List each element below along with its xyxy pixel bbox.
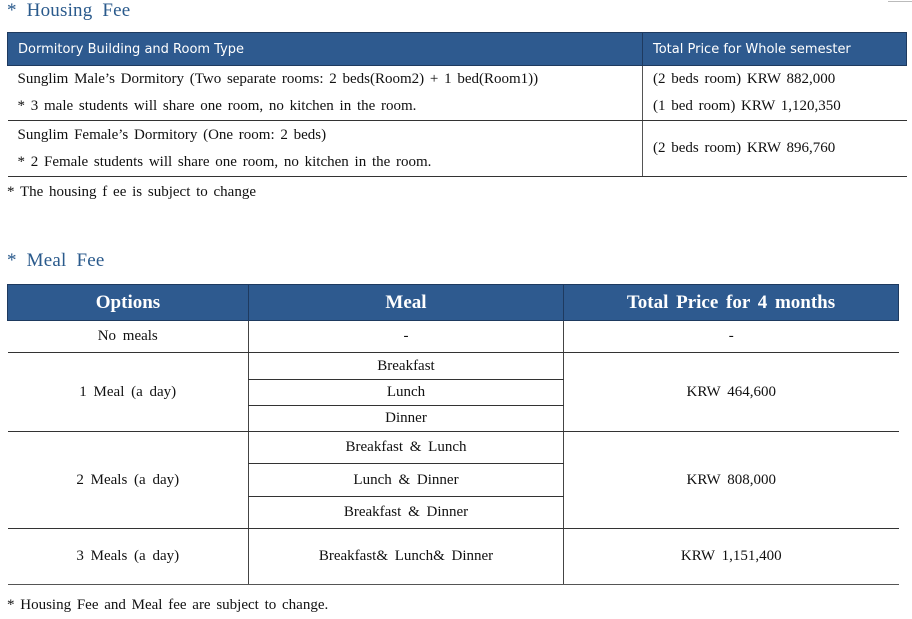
female-2bed-price: (2 beds room) KRW 896,760 <box>653 140 836 156</box>
housing-fee-note: * The housing f ee is subject to change <box>7 184 256 200</box>
table-row <box>8 121 907 177</box>
header-total-price: Total Price for Whole semester <box>643 33 907 66</box>
table-row <box>8 529 899 585</box>
meal-dinner: Dinner <box>249 406 564 432</box>
table-row <box>8 432 899 464</box>
female-dormitory-cell <box>8 121 643 177</box>
meal-breakfast-lunch: Breakfast & Lunch <box>249 432 564 464</box>
fee-change-note: * Housing Fee and Meal fee are subject to change. <box>7 597 329 613</box>
header-total-price-4-months: Total Price for 4 months <box>564 285 899 321</box>
header-room-type: Dormitory Building and Room Type <box>8 33 643 66</box>
table-header-row <box>8 33 907 66</box>
table-row <box>8 66 907 121</box>
female-dormitory-note: * 2 Female students will share one room, no kitchen in the room. <box>17 153 432 170</box>
housing-fee-title: * Housing Fee <box>7 0 131 21</box>
header-meal: Meal <box>249 285 564 321</box>
meal-lunch-dinner: Lunch & Dinner <box>249 464 564 497</box>
meal-fee-table <box>7 284 899 585</box>
male-2bed-price: (2 beds room) KRW 882,000 <box>653 71 836 87</box>
price-no-meals: - <box>564 321 899 353</box>
male-dormitory-note: * 3 male students will share one room, no kitchen in the room. <box>17 98 417 114</box>
header-options: Options <box>8 285 249 321</box>
price-3-meals: KRW 1,151,400 <box>564 529 899 585</box>
option-no-meals: No meals <box>8 321 249 353</box>
male-dormitory-name: Sunglim Male’s Dormitory (Two separate rooms: 2 beds(Room2) + 1 bed(Room1)) <box>17 71 539 87</box>
table-row <box>8 321 899 353</box>
male-dormitory-price-cell <box>643 66 907 121</box>
option-3-meals: 3 Meals (a day) <box>8 529 249 585</box>
table-row <box>8 353 899 380</box>
option-2-meals: 2 Meals (a day) <box>8 432 249 529</box>
male-dormitory-cell <box>8 66 643 121</box>
meal-all-three: Breakfast& Lunch& Dinner <box>249 529 564 585</box>
female-dormitory-name: Sunglim Female’s Dormitory (One room: 2 beds) <box>17 126 327 143</box>
table-header-row <box>8 285 899 321</box>
meal-breakfast-dinner: Breakfast & Dinner <box>249 497 564 529</box>
meal-lunch: Lunch <box>249 380 564 406</box>
meal-breakfast: Breakfast <box>249 353 564 380</box>
housing-fee-table <box>7 32 907 177</box>
price-1-meal: KRW 464,600 <box>564 353 899 432</box>
price-2-meals: KRW 808,000 <box>564 432 899 529</box>
corner-rule <box>888 1 912 2</box>
female-dormitory-price-cell <box>643 121 907 177</box>
meal-no-meals: - <box>249 321 564 353</box>
male-1bed-price: (1 bed room) KRW 1,120,350 <box>653 98 841 114</box>
meal-fee-title: * Meal Fee <box>7 250 105 271</box>
option-1-meal: 1 Meal (a day) <box>8 353 249 432</box>
